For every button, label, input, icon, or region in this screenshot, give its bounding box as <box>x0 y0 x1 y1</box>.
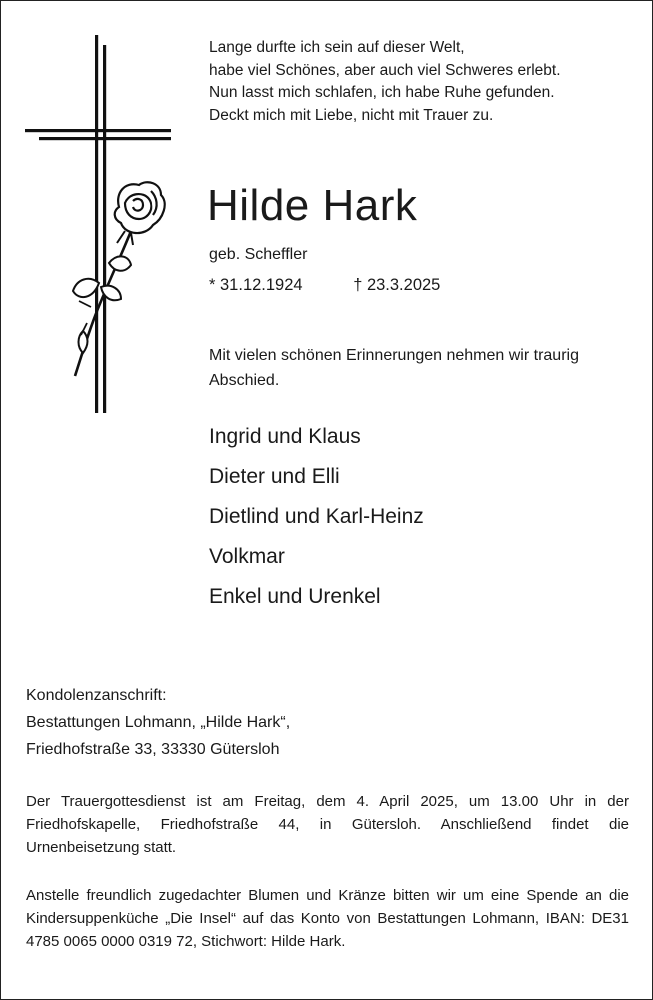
service-info: Der Trauergottesdienst ist am Freitag, dem 4. April 2025, um 13.00 Uhr in der Friedhofskapelle, Friedhofstraße 44, in Gütersloh. Anschließend findet die Urnenbeisetzung statt. <box>26 793 629 856</box>
deceased-name: Hilde Hark <box>207 181 418 230</box>
mourner-entry: Volkmar <box>209 545 285 568</box>
mourner-entry: Dieter und Elli <box>209 465 340 488</box>
condolence-line: Friedhofstraße 33, 33330 Gütersloh <box>26 741 280 758</box>
birth-date: * 31.12.1924 <box>209 276 303 294</box>
mourners-list <box>209 417 424 617</box>
poem-line: habe viel Schönes, aber auch viel Schweres erlebt. <box>209 61 561 79</box>
poem-line: Lange durfte ich sein auf dieser Welt, <box>209 39 465 56</box>
mourner-entry: Dietlind und Karl-Heinz <box>209 505 424 528</box>
donation-info: Anstelle freundlich zugedachter Blumen und Kränze bitten wir um eine Spende an die Kindersuppenküche „Die Insel“ auf das Konto von Bestattungen Lohmann, IBAN: DE31 4785 0065 0000 0319 72, Stichwort: Hilde Hark. <box>26 887 629 950</box>
farewell-message: Mit vielen schönen Erinnerungen nehmen wir traurig Abschied. <box>209 347 579 389</box>
cross-with-rose-icon <box>21 31 191 416</box>
condolence-line: Bestattungen Lohmann, „Hilde Hark“, <box>26 714 291 731</box>
condolence-heading: Kondolenzanschrift: <box>26 687 167 704</box>
birth-name: geb. Scheffler <box>209 246 308 263</box>
death-date: † 23.3.2025 <box>353 276 441 294</box>
life-dates <box>209 274 440 296</box>
mourner-entry: Ingrid und Klaus <box>209 425 361 448</box>
poem-line: Deckt mich mit Liebe, nicht mit Trauer zu. <box>209 106 494 124</box>
poem-line: Nun lasst mich schlafen, ich habe Ruhe gefunden. <box>209 84 555 101</box>
condolence-address <box>26 682 290 763</box>
mourner-entry: Enkel und Urenkel <box>209 585 381 608</box>
poem <box>209 37 629 127</box>
